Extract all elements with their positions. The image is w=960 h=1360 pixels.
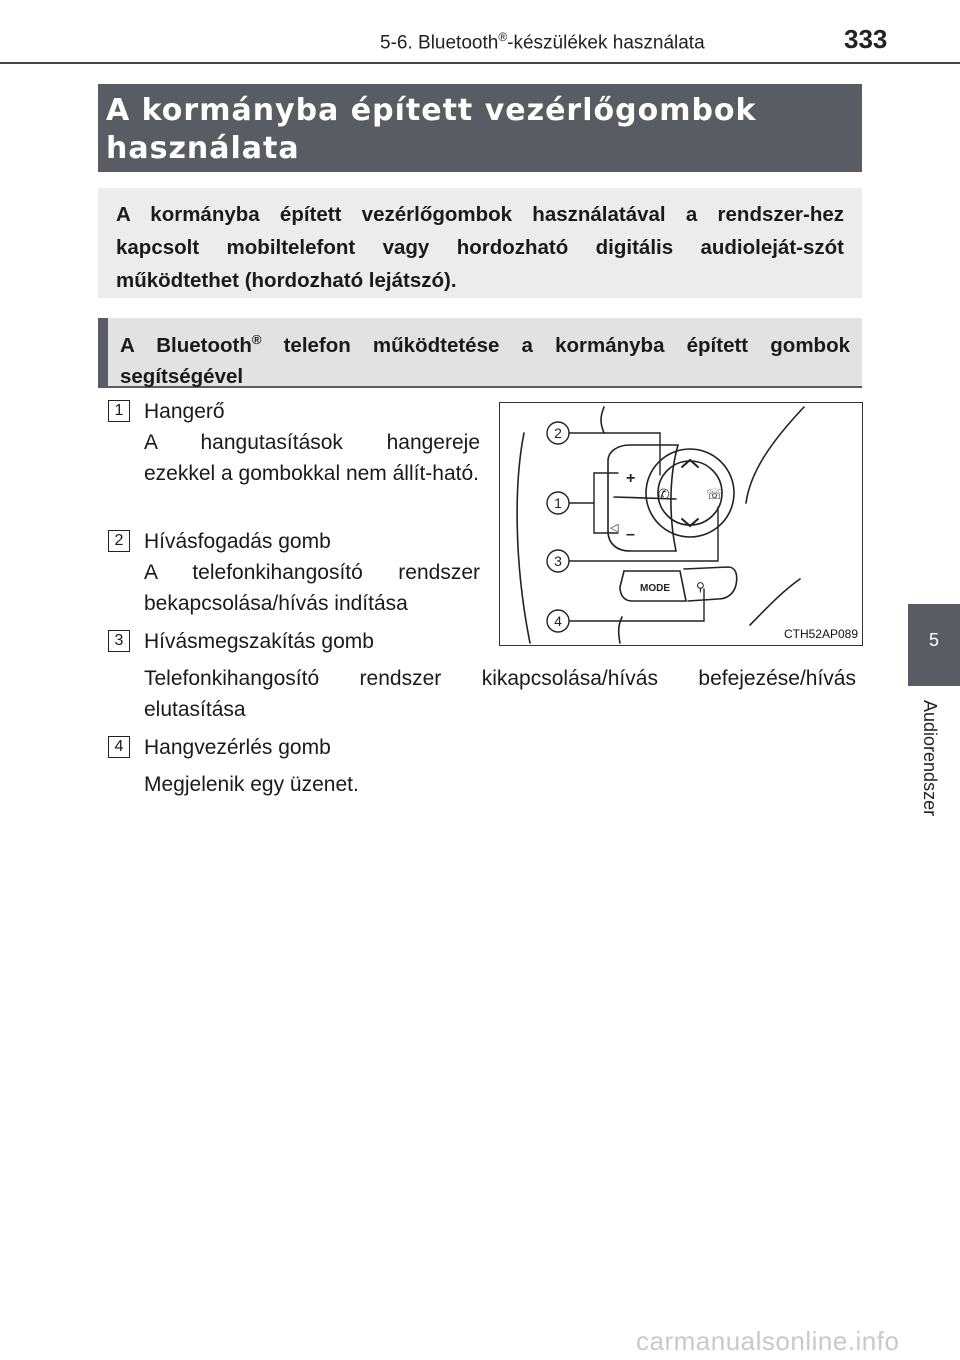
page-number: 333 bbox=[844, 24, 888, 54]
header-section-suffix: -készülékek használata bbox=[507, 32, 705, 54]
callout-number: 3 bbox=[554, 553, 562, 569]
intro-text: A kormányba épített vezérlőgombok használatával a rendszer-hez kapcsolt mobiltelefont vagy hordozható digitális audioleját-szót működtethet (hordozható lejátszó). bbox=[116, 203, 844, 292]
item-title: Hangvezérlés gomb bbox=[144, 736, 331, 759]
callout-2 bbox=[547, 422, 569, 444]
item-title: Hangerő bbox=[144, 400, 225, 423]
hangup-phone-icon: ☏ bbox=[706, 487, 724, 503]
running-header bbox=[380, 30, 705, 54]
figure-code: CTH52AP089 bbox=[783, 627, 858, 641]
callout-3 bbox=[547, 550, 569, 572]
item-description: A telefonkihangosító rendszer bekapcsolása/hívás indítása bbox=[144, 561, 480, 615]
header-divider bbox=[0, 62, 960, 64]
item-number-box: 4 bbox=[108, 736, 130, 758]
callout-1 bbox=[547, 492, 569, 514]
callout-number: 2 bbox=[554, 425, 562, 441]
title-banner bbox=[98, 84, 862, 172]
item-title: Hívásmegszakítás gomb bbox=[144, 630, 374, 653]
steering-wheel-illustration bbox=[500, 403, 864, 647]
item-description: A hangutasítások hangereje ezekkel a gombokkal nem állít-ható. bbox=[144, 431, 480, 485]
volume-plus-label: + bbox=[626, 470, 636, 487]
registered-mark: ® bbox=[498, 30, 508, 44]
page-title bbox=[106, 92, 854, 168]
chapter-tab: 5 bbox=[908, 604, 960, 686]
callout-number: 1 bbox=[554, 495, 562, 511]
steering-controls-figure bbox=[499, 402, 863, 646]
subheading-box bbox=[98, 318, 862, 388]
item-title: Hívásfogadás gomb bbox=[144, 530, 331, 553]
page-title-line2: használata bbox=[106, 131, 300, 166]
item-number-box: 2 bbox=[108, 530, 130, 552]
chapter-label: Audiorendszer bbox=[920, 700, 940, 817]
list-item-answer-call bbox=[108, 526, 480, 620]
mode-button-label: MODE bbox=[640, 583, 670, 594]
watermark: carmanualsonline.info bbox=[636, 1326, 900, 1356]
voice-command-icon: ⚲ bbox=[696, 580, 705, 594]
list-item-volume bbox=[108, 396, 480, 520]
page-title-line1: A kormányba épített vezérlőgombok bbox=[106, 93, 757, 128]
subheading-suffix: telefon működtetése a kormányba épített gombok segítségével bbox=[120, 333, 850, 388]
callout-4 bbox=[547, 610, 569, 632]
item-description: Megjelenik egy üzenet. bbox=[144, 773, 359, 796]
header-section-prefix: 5-6. Bluetooth bbox=[380, 32, 499, 54]
item-description: Telefonkihangosító rendszer kikapcsolása/hívás befejezése/hívás elutasítása bbox=[144, 667, 856, 721]
volume-minus-label: – bbox=[626, 526, 635, 543]
item-number-box: 1 bbox=[108, 400, 130, 422]
pickup-phone-icon: ✆ bbox=[658, 487, 670, 503]
callout-number: 4 bbox=[554, 613, 562, 629]
subheading-prefix: A Bluetooth bbox=[120, 333, 252, 357]
subheading-registered-mark: ® bbox=[251, 332, 262, 347]
item-number-box: 3 bbox=[108, 630, 130, 652]
intro-box bbox=[98, 188, 862, 298]
speaker-icon: ◁ bbox=[610, 521, 619, 534]
list-item-voice-command bbox=[108, 732, 856, 804]
subheading-text bbox=[120, 324, 850, 392]
